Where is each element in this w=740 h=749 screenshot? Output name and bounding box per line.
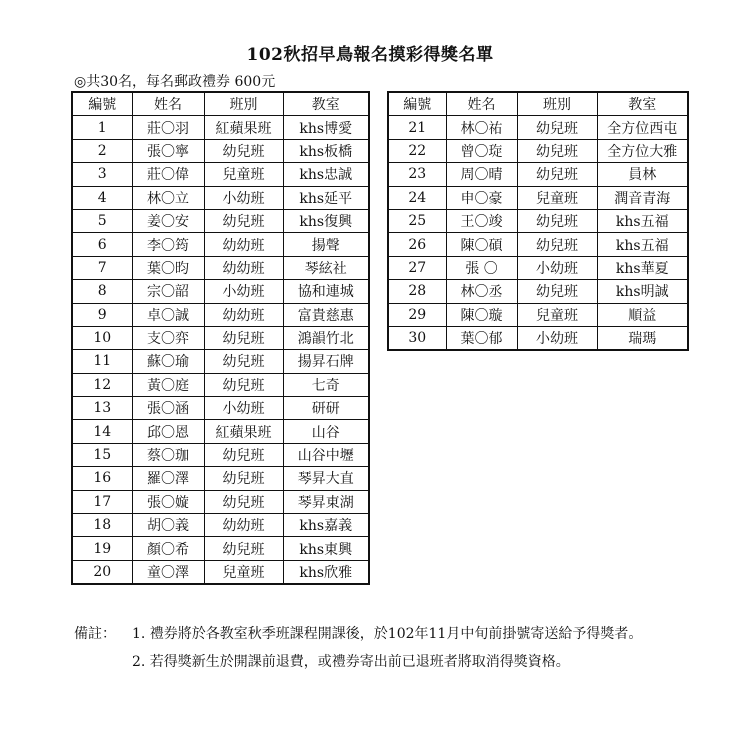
table-row: [72, 303, 369, 326]
header-classroom: 教室: [597, 92, 688, 116]
cell-name: 林〇祐: [446, 116, 517, 139]
cell-number: 13: [72, 397, 132, 420]
cell-number: 6: [72, 233, 132, 256]
cell-number: 30: [388, 326, 446, 350]
cell-class: 兒童班: [204, 163, 283, 186]
cell-number: 25: [388, 209, 446, 232]
cell-number: 28: [388, 280, 446, 303]
note-item-2: 2. 若得獎新生於開課前退費，或禮券寄出前已退班者將取消得獎資格。: [132, 654, 570, 670]
table-row: [72, 490, 369, 513]
cell-class: 小幼班: [204, 397, 283, 420]
cell-number: 14: [72, 420, 132, 443]
cell-name: 葉〇郁: [446, 326, 517, 350]
table-row: [72, 467, 369, 490]
cell-classroom: 富貴慈惠: [283, 303, 369, 326]
cell-number: 11: [72, 350, 132, 373]
table-row: [388, 280, 688, 303]
cell-classroom: 揚聲: [283, 233, 369, 256]
note-item-1: 1. 禮券將於各教室秋季班課程開課後，於102年11月中旬前掛號寄送給予得獎者。: [132, 626, 643, 642]
cell-classroom: khs五福: [597, 209, 688, 232]
notes-label: 備註：: [74, 626, 116, 642]
cell-class: 幼兒班: [204, 467, 283, 490]
cell-class: 小幼班: [204, 280, 283, 303]
cell-number: 26: [388, 233, 446, 256]
header-number: 編號: [72, 92, 132, 116]
cell-name: 顏〇希: [132, 537, 204, 560]
cell-class: 紅蘋果班: [204, 420, 283, 443]
cell-classroom: khs華夏: [597, 256, 688, 279]
cell-classroom: khs欣雅: [283, 560, 369, 584]
table-row: [72, 326, 369, 349]
cell-class: 幼幼班: [204, 256, 283, 279]
table-row: [388, 233, 688, 256]
table-row: [72, 397, 369, 420]
cell-name: 胡〇義: [132, 514, 204, 537]
cell-number: 2: [72, 139, 132, 162]
winners-table-right: [387, 91, 689, 351]
cell-name: 童〇澤: [132, 560, 204, 584]
cell-number: 15: [72, 443, 132, 466]
cell-number: 16: [72, 467, 132, 490]
cell-class: 小幼班: [517, 256, 597, 279]
table-row: [72, 163, 369, 186]
cell-name: 莊〇羽: [132, 116, 204, 139]
cell-class: 幼兒班: [517, 163, 597, 186]
cell-number: 18: [72, 514, 132, 537]
cell-name: 曾〇琁: [446, 139, 517, 162]
cell-name: 宗〇韶: [132, 280, 204, 303]
table-row: [388, 256, 688, 279]
cell-number: 7: [72, 256, 132, 279]
cell-name: 林〇丞: [446, 280, 517, 303]
cell-classroom: 研研: [283, 397, 369, 420]
cell-class: 紅蘋果班: [204, 116, 283, 139]
cell-name: 羅〇澤: [132, 467, 204, 490]
cell-class: 幼兒班: [204, 537, 283, 560]
cell-class: 幼兒班: [517, 139, 597, 162]
cell-classroom: 順益: [597, 303, 688, 326]
cell-name: 莊〇偉: [132, 163, 204, 186]
cell-number: 29: [388, 303, 446, 326]
cell-class: 幼兒班: [204, 139, 283, 162]
cell-name: 卓〇誠: [132, 303, 204, 326]
header-class: 班別: [204, 92, 283, 116]
cell-number: 4: [72, 186, 132, 209]
cell-class: 幼兒班: [204, 490, 283, 513]
cell-classroom: khs五福: [597, 233, 688, 256]
cell-number: 12: [72, 373, 132, 396]
cell-classroom: khs復興: [283, 209, 369, 232]
cell-classroom: khs忠誠: [283, 163, 369, 186]
cell-classroom: khs延平: [283, 186, 369, 209]
cell-number: 24: [388, 186, 446, 209]
table-row: [72, 139, 369, 162]
cell-class: 幼幼班: [204, 233, 283, 256]
cell-name: 張 〇: [446, 256, 517, 279]
cell-name: 陳〇璇: [446, 303, 517, 326]
header-classroom: 教室: [283, 92, 369, 116]
cell-class: 幼兒班: [204, 326, 283, 349]
cell-name: 蔡〇珈: [132, 443, 204, 466]
table-row: [72, 280, 369, 303]
cell-number: 21: [388, 116, 446, 139]
cell-class: 幼兒班: [517, 209, 597, 232]
cell-classroom: 員林: [597, 163, 688, 186]
table-row: [388, 303, 688, 326]
cell-name: 申〇豪: [446, 186, 517, 209]
page-subtitle: ◎共30名，每名郵政禮券 600元: [74, 74, 276, 90]
table-row: [388, 326, 688, 350]
table-row: [388, 209, 688, 232]
winners-table-left: [71, 91, 370, 585]
cell-number: 3: [72, 163, 132, 186]
cell-classroom: 協和連城: [283, 280, 369, 303]
cell-number: 27: [388, 256, 446, 279]
cell-classroom: 琴絃社: [283, 256, 369, 279]
cell-name: 王〇竣: [446, 209, 517, 232]
table-row: [72, 116, 369, 139]
table-row: [388, 116, 688, 139]
table-row: [72, 560, 369, 584]
table-row: [72, 186, 369, 209]
cell-name: 葉〇昀: [132, 256, 204, 279]
table-row: [388, 139, 688, 162]
cell-name: 張〇寧: [132, 139, 204, 162]
cell-name: 蘇〇瑜: [132, 350, 204, 373]
cell-number: 23: [388, 163, 446, 186]
cell-class: 兒童班: [517, 303, 597, 326]
cell-class: 兒童班: [204, 560, 283, 584]
table-row: [72, 443, 369, 466]
table-row: [388, 163, 688, 186]
cell-classroom: khs博愛: [283, 116, 369, 139]
cell-name: 陳〇碩: [446, 233, 517, 256]
cell-classroom: 全方位西屯: [597, 116, 688, 139]
header-class: 班別: [517, 92, 597, 116]
cell-class: 幼兒班: [204, 350, 283, 373]
table-row: [72, 514, 369, 537]
cell-number: 17: [72, 490, 132, 513]
cell-number: 19: [72, 537, 132, 560]
header-name: 姓名: [132, 92, 204, 116]
cell-number: 22: [388, 139, 446, 162]
page-title: 102秋招早鳥報名摸彩得獎名單: [246, 45, 494, 65]
cell-class: 幼幼班: [204, 514, 283, 537]
cell-class: 幼兒班: [204, 209, 283, 232]
cell-number: 8: [72, 280, 132, 303]
table-row: [72, 420, 369, 443]
cell-classroom: 鴻韻竹北: [283, 326, 369, 349]
table-header-row: [388, 92, 688, 116]
notes-section: [74, 620, 642, 676]
cell-name: 邱〇恩: [132, 420, 204, 443]
header-number: 編號: [388, 92, 446, 116]
cell-name: 張〇涵: [132, 397, 204, 420]
table-row: [72, 537, 369, 560]
cell-classroom: 琴昇東湖: [283, 490, 369, 513]
cell-name: 林〇立: [132, 186, 204, 209]
cell-classroom: 瑞瑪: [597, 326, 688, 350]
cell-name: 支〇弈: [132, 326, 204, 349]
cell-classroom: khs東興: [283, 537, 369, 560]
cell-classroom: khs嘉義: [283, 514, 369, 537]
cell-class: 幼兒班: [204, 443, 283, 466]
cell-number: 1: [72, 116, 132, 139]
cell-classroom: 全方位大雅: [597, 139, 688, 162]
cell-class: 幼兒班: [517, 116, 597, 139]
cell-classroom: 山谷: [283, 420, 369, 443]
cell-classroom: khs明誠: [597, 280, 688, 303]
cell-name: 李〇筠: [132, 233, 204, 256]
header-name: 姓名: [446, 92, 517, 116]
cell-number: 5: [72, 209, 132, 232]
table-row: [72, 233, 369, 256]
cell-class: 小幼班: [517, 326, 597, 350]
cell-name: 張〇嫙: [132, 490, 204, 513]
table-row: [388, 186, 688, 209]
table-row: [72, 256, 369, 279]
cell-classroom: 山谷中壢: [283, 443, 369, 466]
cell-class: 幼兒班: [204, 373, 283, 396]
cell-number: 20: [72, 560, 132, 584]
cell-classroom: 七奇: [283, 373, 369, 396]
cell-name: 姜〇安: [132, 209, 204, 232]
cell-class: 兒童班: [517, 186, 597, 209]
cell-number: 10: [72, 326, 132, 349]
cell-class: 幼幼班: [204, 303, 283, 326]
table-row: [72, 373, 369, 396]
cell-classroom: khs板橋: [283, 139, 369, 162]
table-header-row: [72, 92, 369, 116]
cell-name: 周〇晴: [446, 163, 517, 186]
cell-class: 幼兒班: [517, 280, 597, 303]
cell-name: 黃〇庭: [132, 373, 204, 396]
cell-number: 9: [72, 303, 132, 326]
table-row: [72, 350, 369, 373]
cell-classroom: 揚昇石牌: [283, 350, 369, 373]
cell-classroom: 琴昇大直: [283, 467, 369, 490]
table-row: [72, 209, 369, 232]
cell-class: 幼兒班: [517, 233, 597, 256]
cell-classroom: 潤音青海: [597, 186, 688, 209]
cell-class: 小幼班: [204, 186, 283, 209]
